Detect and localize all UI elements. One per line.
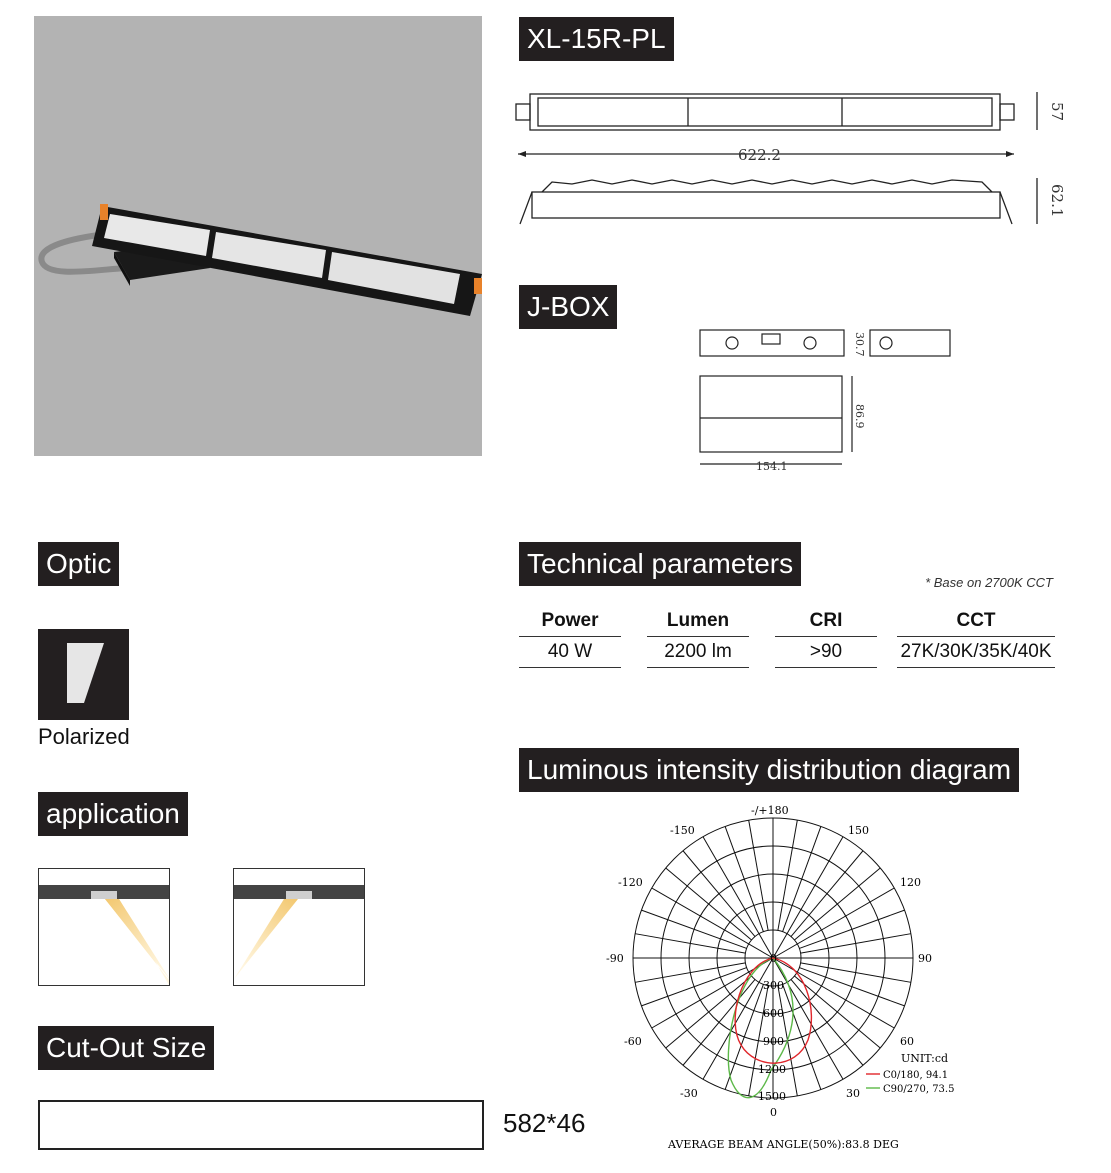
application-diagram-left — [38, 868, 170, 986]
param-header: Power — [519, 606, 621, 637]
jbox-dimension-drawing — [694, 326, 964, 474]
radial-label: 300 — [763, 979, 784, 992]
polar-spoke — [778, 820, 797, 930]
angle-label: 120 — [900, 876, 921, 889]
legend-label: C90/270, 73.5 — [883, 1084, 955, 1095]
param-power — [519, 606, 621, 668]
product-photo — [34, 16, 482, 456]
polar-spoke — [799, 910, 904, 948]
jbox-dim-depth: 86.9 — [853, 404, 866, 429]
param-value: 27K/30K/35K/40K — [897, 637, 1055, 668]
angle-label: 60 — [900, 1035, 914, 1048]
param-value: 2200 lm — [647, 637, 749, 668]
unit-label: UNIT:cd — [901, 1052, 949, 1065]
jbox-dim-width: 154.1 — [756, 460, 788, 473]
polar-spoke — [801, 963, 911, 982]
angle-label: -90 — [606, 952, 624, 965]
radial-label: 1500 — [758, 1090, 786, 1103]
param-cri — [775, 606, 877, 668]
polar-spoke — [635, 934, 745, 953]
polar-spoke — [783, 826, 821, 931]
radial-label: 0 — [770, 952, 777, 965]
beam-angle-footer: AVERAGE BEAM ANGLE(50%):83.8 DEG — [668, 1138, 899, 1151]
end-clip — [474, 278, 482, 294]
param-header: CCT — [897, 606, 1055, 637]
polar-spoke — [801, 934, 911, 953]
polar-spoke — [799, 968, 904, 1006]
angle-label: 90 — [918, 952, 932, 965]
application-title: application — [38, 792, 188, 836]
cutout-value: 582*46 — [503, 1108, 586, 1138]
angle-label: -120 — [618, 876, 643, 889]
angle-label: 150 — [848, 824, 869, 837]
radial-label: 900 — [763, 1035, 784, 1048]
product-photo-drawing — [34, 16, 482, 456]
application-diagram-right — [233, 868, 365, 986]
jbox-title: J-BOX — [519, 285, 617, 329]
polar-spoke — [635, 963, 745, 982]
jbox-dim-height: 30.7 — [853, 332, 866, 357]
param-cct — [897, 606, 1055, 668]
top-view-outline — [530, 94, 1000, 130]
optic-type-label: Polarized — [38, 724, 130, 749]
polarized-optic-icon — [38, 629, 129, 720]
cutout-outline — [38, 1100, 484, 1150]
dim-depth: 62.1 — [1048, 184, 1066, 218]
angle-label: -60 — [624, 1035, 642, 1048]
polar-spoke — [749, 820, 768, 930]
param-value: >90 — [775, 637, 877, 668]
tech-title: Technical parameters — [519, 542, 801, 586]
param-header: CRI — [775, 606, 877, 637]
dim-length: 622.2 — [738, 146, 781, 164]
angle-label: 0 — [770, 1106, 777, 1119]
legend-label: C0/180, 94.1 — [883, 1070, 949, 1081]
product-model-title: XL-15R-PL — [519, 17, 674, 61]
angle-label: -/+180 — [751, 804, 789, 817]
polar-spoke — [641, 968, 746, 1006]
param-lumen — [647, 606, 749, 668]
angle-label: -150 — [670, 824, 695, 837]
diagram-title: Luminous intensity distribution diagram — [519, 748, 1019, 792]
radial-label: 1200 — [758, 1063, 786, 1076]
cutout-title: Cut-Out Size — [38, 1026, 214, 1070]
luminaire-dimension-drawing — [512, 84, 1072, 238]
dim-height: 57 — [1048, 102, 1066, 122]
angle-label: 30 — [846, 1087, 860, 1100]
polar-spoke — [641, 910, 746, 948]
polar-spoke — [725, 826, 763, 931]
param-value: 40 W — [519, 637, 621, 668]
radial-label: 600 — [763, 1007, 784, 1020]
optic-title: Optic — [38, 542, 119, 586]
end-clip — [100, 204, 108, 220]
polar-diagram — [596, 800, 976, 1152]
param-header: Lumen — [647, 606, 749, 637]
angle-label: -30 — [680, 1087, 698, 1100]
tech-note: * Base on 2700K CCT — [925, 575, 1053, 590]
